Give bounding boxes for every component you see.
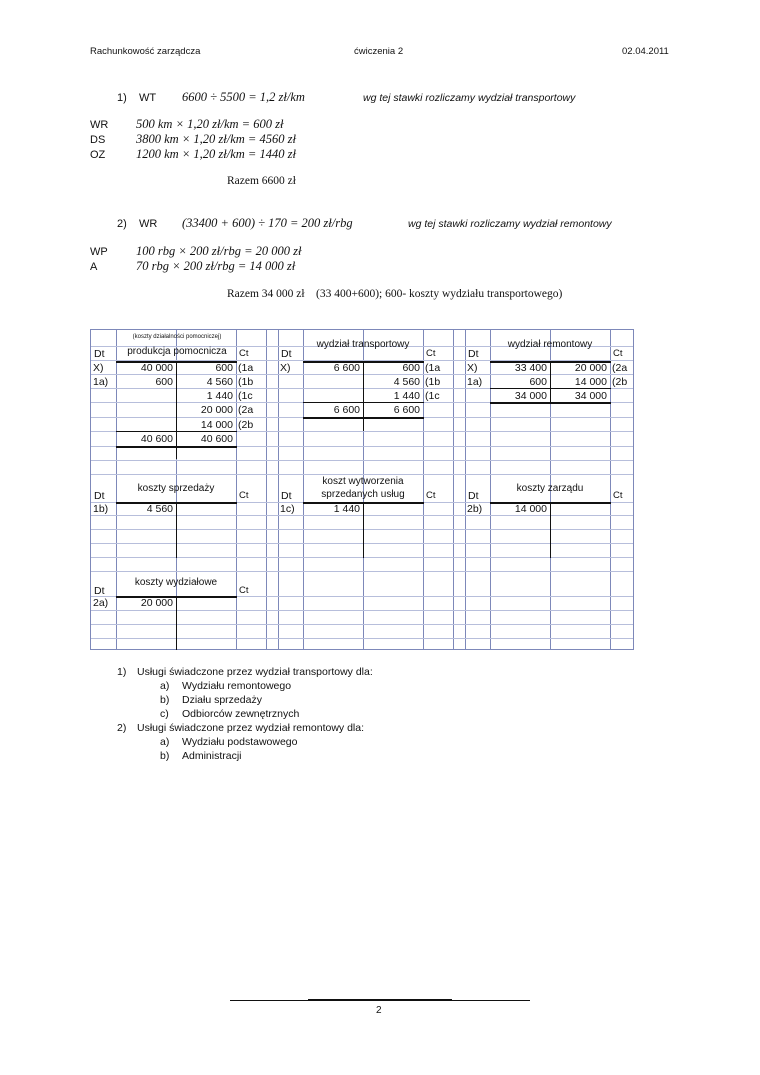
ct-label: Ct — [613, 490, 623, 501]
produkcja-sum-debit: 40 600 — [140, 433, 173, 445]
sprzedaz-debit: 4 560 — [146, 503, 173, 515]
calc2-formula: (33400 + 600) ÷ 170 = 200 zł/rbg — [182, 216, 353, 230]
wydzialowe-debit: 20 000 — [140, 597, 173, 609]
note-item: Wydziału podstawowego — [182, 736, 298, 748]
transport-title: wydział transportowy — [316, 339, 410, 350]
note-item: Wydziału remontowego — [182, 680, 292, 692]
zarzad-ref: 2b) — [467, 503, 483, 515]
dt-label: Dt — [94, 585, 105, 597]
calc2-total: Razem 34 000 zł — [227, 288, 305, 300]
produkcja-sum-credit: 40 600 — [200, 433, 233, 445]
transport-cref: (1b — [425, 376, 441, 388]
calc1-row-formula: 1200 km × 1,20 zł/km = 1440 zł — [136, 147, 296, 161]
accounts-grid — [90, 329, 634, 650]
uslugi-title-line2: sprzedanych usług — [321, 489, 405, 500]
produkcja-ref: 1a) — [93, 376, 109, 388]
produkcja-credit: 20 000 — [200, 404, 233, 416]
dt-label: Dt — [468, 490, 479, 502]
remont-credit: 14 000 — [574, 376, 607, 388]
produkcja-credit: 1 440 — [206, 390, 233, 402]
sprzedaz-title: koszty sprzedaży — [137, 483, 215, 494]
dt-label: Dt — [94, 490, 105, 502]
uslugi-ref: 1c) — [280, 503, 295, 515]
zarzad-title: koszty zarządu — [516, 483, 584, 494]
transport-credit: 1 440 — [393, 390, 420, 402]
produkcja-cref: (1b — [238, 376, 254, 388]
produkcja-cref: (1c — [238, 390, 253, 402]
calc1-number: 1) — [117, 92, 127, 104]
remont-credit: 20 000 — [574, 362, 607, 374]
produkcja-credit: 600 — [215, 362, 233, 374]
header-date: 02.04.2011 — [622, 46, 669, 57]
calc2-row-formula: 100 rbg × 200 zł/rbg = 20 000 zł — [136, 244, 302, 258]
transport-cref: (1a — [425, 362, 441, 374]
calc2-number: 2) — [117, 218, 127, 230]
note-number: 1) — [117, 666, 127, 678]
transport-credit: 600 — [402, 362, 420, 374]
wydzialowe-ref: 2a) — [93, 597, 109, 609]
calc1-row-formula: 500 km × 1,20 zł/km = 600 zł — [136, 117, 284, 131]
note-item: Administracji — [182, 750, 242, 762]
dt-label: Dt — [281, 348, 292, 360]
uslugi-debit: 1 440 — [333, 503, 360, 515]
ct-label: Ct — [426, 490, 436, 501]
produkcja-cref: (1a — [238, 362, 254, 374]
ct-label: Ct — [613, 348, 623, 359]
ct-label: Ct — [239, 348, 249, 359]
remont-sum-credit: 34 000 — [574, 390, 607, 402]
note-letter: b) — [160, 750, 170, 762]
note-item: Działu sprzedaży — [182, 694, 262, 706]
produkcja-credit: 14 000 — [200, 419, 233, 431]
produkcja-ref: X) — [93, 362, 104, 374]
produkcja-cref: (2a — [238, 404, 254, 416]
produkcja-subtitle: (koszty działalności pomocniczej) — [132, 334, 222, 340]
remont-ref: X) — [467, 362, 478, 374]
produkcja-debit: 40 000 — [140, 362, 173, 374]
produkcja-debit: 600 — [155, 376, 173, 388]
transport-ref: X) — [280, 362, 291, 374]
zarzad-debit: 14 000 — [514, 503, 547, 515]
transport-sum-debit: 6 600 — [333, 404, 360, 416]
wydzialowe-title: koszty wydziałowe — [134, 577, 218, 588]
note-text: Usługi świadczone przez wydział transportowy dla: — [137, 666, 373, 678]
ct-label: Ct — [239, 490, 249, 501]
produkcja-cref: (2b — [238, 419, 254, 431]
remont-ref: 1a) — [467, 376, 483, 388]
transport-cref: (1c — [425, 390, 440, 402]
uslugi-title-line1: koszt wytworzenia — [322, 476, 404, 487]
page-number: 2 — [376, 1005, 382, 1016]
calc1-label: WT — [139, 92, 157, 104]
calc2-row-formula: 70 rbg × 200 zł/rbg = 14 000 zł — [136, 259, 296, 273]
note-letter: a) — [160, 736, 170, 748]
note-number: 2) — [117, 722, 127, 734]
note-text: Usługi świadczone przez wydział remontowy dla: — [137, 722, 365, 734]
note-letter: c) — [160, 708, 169, 720]
calc1-row-code: OZ — [90, 149, 106, 161]
header-center: ćwiczenia 2 — [354, 46, 404, 57]
remont-debit: 600 — [529, 376, 547, 388]
header-left: Rachunkowość zarządcza — [90, 46, 201, 57]
remont-cref: (2a — [612, 362, 628, 374]
produkcja-title: produkcja pomocnicza — [127, 346, 227, 357]
calc2-row-code: WP — [90, 246, 108, 258]
calc1-row-code: DS — [90, 134, 106, 146]
remont-debit: 33 400 — [514, 362, 547, 374]
remont-sum-debit: 34 000 — [514, 390, 547, 402]
transport-debit: 6 600 — [333, 362, 360, 374]
ct-label: Ct — [426, 348, 436, 359]
calc2-total-note: (33 400+600); 600- koszty wydziału transportowego) — [316, 288, 563, 300]
calc1-row-code: WR — [90, 119, 109, 131]
note-item: Odbiorców zewnętrznych — [182, 708, 300, 720]
ct-label: Ct — [239, 585, 249, 596]
transport-sum-credit: 6 600 — [393, 404, 420, 416]
calc1-note: wg tej stawki rozliczamy wydział transportowy — [363, 92, 576, 104]
dt-label: Dt — [281, 490, 292, 502]
note-letter: b) — [160, 694, 170, 706]
produkcja-credit: 4 560 — [206, 376, 233, 388]
remont-cref: (2b — [612, 376, 628, 388]
transport-credit: 4 560 — [393, 376, 420, 388]
calc2-row-code: A — [90, 261, 98, 273]
sprzedaz-ref: 1b) — [93, 503, 109, 515]
dt-label: Dt — [94, 348, 105, 360]
calc2-label: WR — [139, 218, 158, 230]
remont-title: wydział remontowy — [507, 339, 593, 350]
dt-label: Dt — [468, 348, 479, 360]
calc1-total: Razem 6600 zł — [227, 175, 296, 187]
calc2-note: wg tej stawki rozliczamy wydział remontowy — [408, 218, 612, 230]
calc1-formula: 6600 ÷ 5500 = 1,2 zł/km — [182, 90, 305, 104]
calc1-row-formula: 3800 km × 1,20 zł/km = 4560 zł — [136, 132, 296, 146]
footer-rule-accent — [308, 999, 452, 1001]
note-letter: a) — [160, 680, 170, 692]
